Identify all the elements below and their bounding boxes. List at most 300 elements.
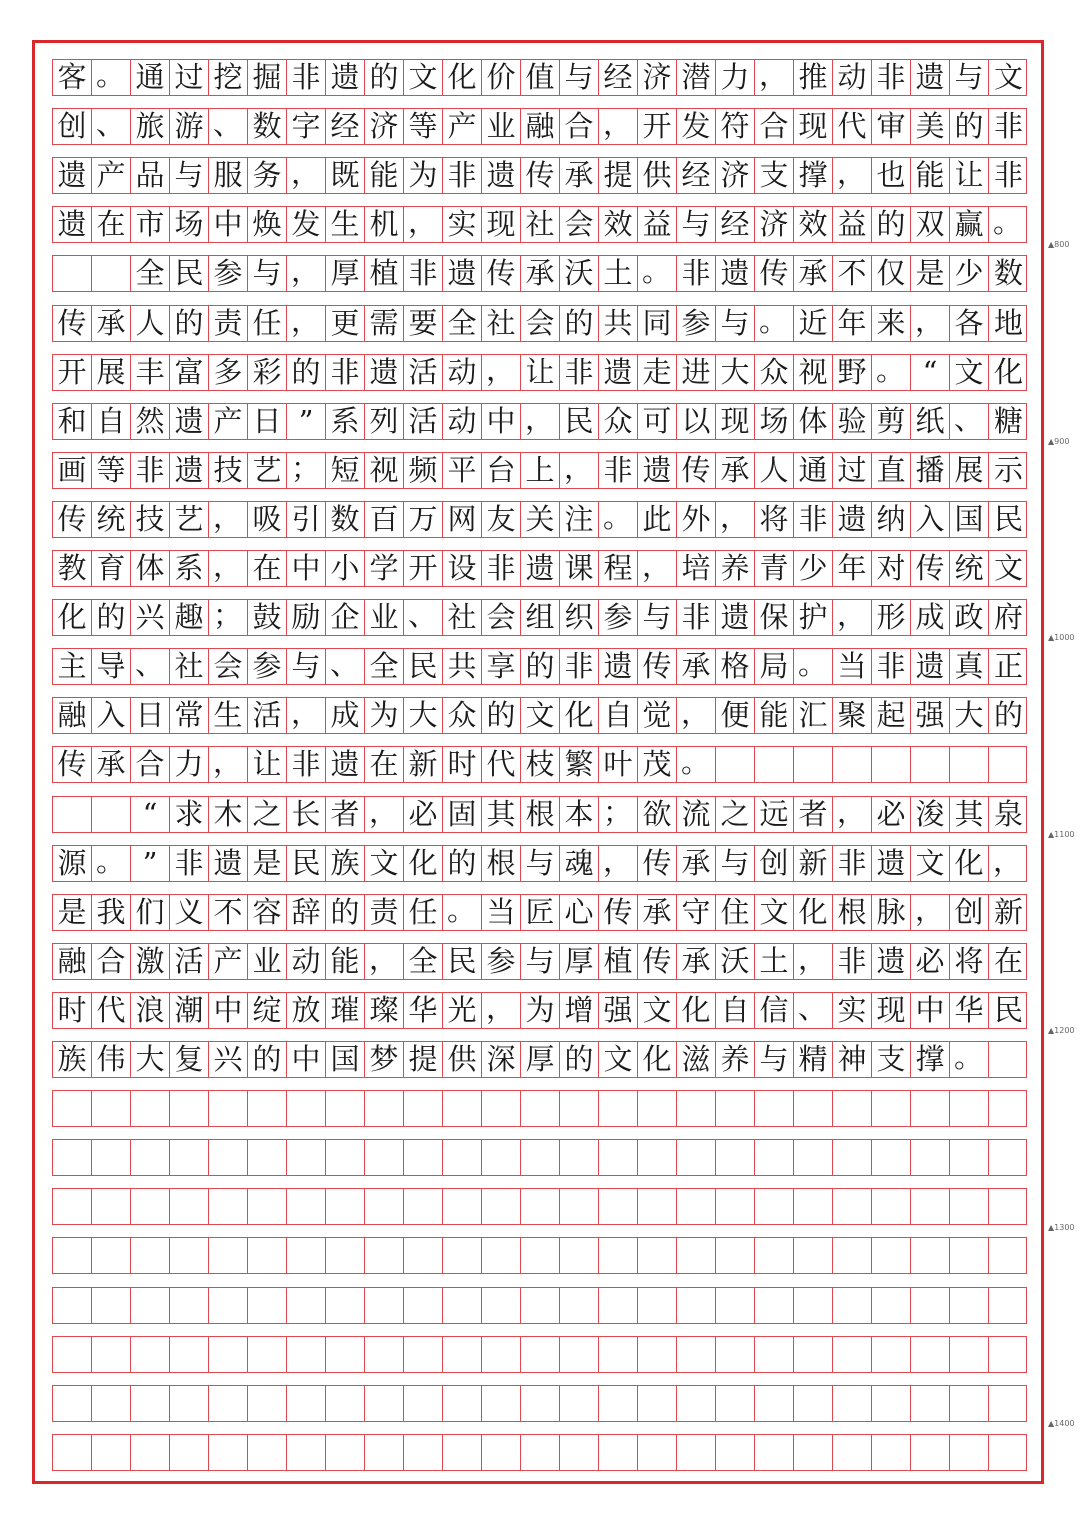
grid-cell: 木 (209, 797, 248, 832)
grid-cell: 非 (443, 158, 482, 193)
grid-cell: 厚 (326, 256, 365, 291)
grid-cell: 、 (209, 109, 248, 144)
grid-cell: 传 (53, 502, 92, 537)
grid-cell: 的 (872, 207, 911, 242)
grid-cell: 引 (287, 502, 326, 537)
grid-cell: 示 (993, 452, 1023, 487)
grid-cell (794, 747, 833, 782)
grid-cell (131, 1288, 170, 1323)
grid-cell (92, 797, 131, 832)
grid-cell (833, 1189, 872, 1224)
grid-cell: 传 (53, 306, 92, 341)
grid-cell: 数 (326, 502, 365, 537)
grid-cell: 府 (993, 600, 1023, 635)
grid-cell: 文 (404, 60, 443, 95)
grid-cell (677, 1288, 716, 1323)
grid-cell: 在 (993, 943, 1023, 978)
grid-cell: 非 (287, 747, 326, 782)
grid-cell (755, 747, 794, 782)
grid-cell: 。 (872, 355, 911, 390)
grid-cell (170, 1386, 209, 1421)
empty-row (52, 1385, 1027, 1422)
grid-cell: 非 (599, 453, 638, 488)
text-row (52, 550, 1027, 587)
grid-cell (443, 1140, 482, 1175)
grid-cell: ， (209, 502, 248, 537)
grid-cell (794, 1386, 833, 1421)
grid-cell: 非 (287, 60, 326, 95)
grid-cell (209, 1288, 248, 1323)
grid-cell (716, 1189, 755, 1224)
grid-cell (599, 1435, 638, 1470)
grid-cell: 现 (482, 207, 521, 242)
grid-cell (521, 1140, 560, 1175)
empty-row (52, 1287, 1027, 1324)
grid-cell: 。 (92, 60, 131, 95)
grid-cell: 技 (209, 453, 248, 488)
empty-row (52, 1090, 1027, 1127)
grid-cell: 统 (950, 551, 989, 586)
grid-cell: 价 (482, 60, 521, 95)
grid-cell: 流 (677, 797, 716, 832)
grid-cell: 人 (755, 453, 794, 488)
grid-cell (560, 1435, 599, 1470)
grid-cell: 然 (131, 404, 170, 439)
grid-cell: 植 (365, 256, 404, 291)
text-row (52, 157, 1027, 194)
grid-cell (131, 1091, 170, 1126)
grid-cell: 聚 (833, 698, 872, 733)
grid-cell: 。 (443, 895, 482, 930)
grid-cell: 融 (521, 109, 560, 144)
grid-cell: 化 (53, 600, 92, 635)
text-row (52, 943, 1027, 980)
grid-cell: 现 (794, 109, 833, 144)
grid-cell: 承 (677, 649, 716, 684)
grid-cell: 神 (833, 1042, 872, 1077)
grid-cell (638, 1091, 677, 1126)
grid-cell: 遗 (170, 453, 209, 488)
margin-marker: ▲1400 (1048, 1419, 1075, 1428)
text-row (52, 108, 1027, 145)
grid-cell: 发 (287, 207, 326, 242)
grid-cell: 文 (911, 846, 950, 881)
grid-cell (209, 1386, 248, 1421)
grid-cell (560, 1337, 599, 1372)
grid-cell (911, 1288, 950, 1323)
grid-cell (911, 1140, 950, 1175)
grid-cell (53, 1189, 92, 1224)
grid-cell: 会 (521, 306, 560, 341)
grid-cell (326, 1091, 365, 1126)
grid-cell: 提 (404, 1042, 443, 1077)
grid-cell: 赢 (950, 207, 989, 242)
grid-cell: 合 (560, 109, 599, 144)
grid-cell (599, 1337, 638, 1372)
grid-cell: 的 (521, 649, 560, 684)
grid-cell (209, 1189, 248, 1224)
grid-cell (287, 1140, 326, 1175)
grid-cell (677, 1435, 716, 1470)
grid-cell (638, 1189, 677, 1224)
grid-cell (209, 1435, 248, 1470)
grid-cell: 掘 (248, 60, 287, 95)
grid-cell: 供 (443, 1042, 482, 1077)
margin-marker: ▲800 (1048, 240, 1070, 249)
grid-cell: 会 (560, 207, 599, 242)
grid-cell (287, 1288, 326, 1323)
grid-cell: 活 (248, 698, 287, 733)
grid-cell: 众 (443, 698, 482, 733)
grid-cell: 者 (326, 797, 365, 832)
grid-cell: 的 (950, 109, 989, 144)
grid-cell (989, 1238, 1028, 1273)
grid-cell: 枝 (521, 747, 560, 782)
grid-cell: 之 (248, 797, 287, 832)
grid-cell (404, 1091, 443, 1126)
grid-cell: ， (755, 60, 794, 95)
grid-cell: ， (287, 698, 326, 733)
grid-cell: 与 (638, 600, 677, 635)
grid-cell: 茂 (638, 747, 677, 782)
grid-cell: 民 (170, 256, 209, 291)
grid-cell (482, 1140, 521, 1175)
grid-cell: 参 (677, 306, 716, 341)
grid-cell: 护 (794, 600, 833, 635)
grid-cell: 与 (170, 158, 209, 193)
grid-cell: 承 (794, 256, 833, 291)
grid-cell: 场 (170, 207, 209, 242)
grid-cell: 产 (209, 944, 248, 979)
grid-cell: 是 (248, 846, 287, 881)
grid-cell (911, 1435, 950, 1470)
grid-cell: 文 (993, 60, 1023, 94)
grid-cell: 传 (638, 649, 677, 684)
grid-cell: 成 (911, 600, 950, 635)
grid-cell: 网 (443, 502, 482, 537)
grid-cell: 过 (833, 453, 872, 488)
grid-cell: 大 (950, 698, 989, 733)
grid-cell: 远 (755, 797, 794, 832)
grid-cell: 必 (404, 797, 443, 832)
grid-cell: 时 (443, 747, 482, 782)
grid-cell: 局 (755, 649, 794, 684)
grid-cell (872, 1386, 911, 1421)
grid-cell: 。 (993, 205, 1023, 240)
grid-cell (950, 1189, 989, 1224)
grid-cell: 遗 (911, 60, 950, 95)
grid-cell: 济 (365, 109, 404, 144)
grid-cell: 沃 (716, 944, 755, 979)
grid-cell: 。 (92, 846, 131, 881)
grid-cell: ， (365, 797, 404, 832)
grid-cell: 文 (599, 1042, 638, 1077)
grid-cell (209, 1337, 248, 1372)
text-row (52, 452, 1027, 489)
grid-cell (638, 1386, 677, 1421)
grid-cell: 进 (677, 355, 716, 390)
grid-cell: 将 (950, 944, 989, 979)
grid-cell: 也 (872, 158, 911, 193)
grid-cell: 少 (794, 551, 833, 586)
grid-cell: 体 (794, 404, 833, 439)
grid-cell: 璨 (365, 993, 404, 1028)
grid-cell (872, 1238, 911, 1273)
grid-cell: 合 (92, 944, 131, 979)
grid-cell (53, 1288, 92, 1323)
grid-cell: 台 (482, 453, 521, 488)
grid-cell: 固 (443, 797, 482, 832)
grid-cell: 供 (638, 158, 677, 193)
grid-cell: 遗 (326, 747, 365, 782)
grid-cell: ， (404, 207, 443, 242)
grid-cell: 参 (599, 600, 638, 635)
grid-cell: 养 (716, 1042, 755, 1077)
grid-cell: 传 (53, 747, 92, 782)
margin-marker: ▲900 (1048, 436, 1070, 446)
grid-cell: 华 (950, 993, 989, 1028)
grid-cell: 文 (521, 698, 560, 733)
grid-cell (326, 1140, 365, 1175)
grid-cell: 客 (53, 60, 92, 95)
empty-row (52, 1139, 1027, 1176)
grid-cell: ， (794, 944, 833, 979)
grid-cell: 提 (599, 158, 638, 193)
grid-cell (248, 1386, 287, 1421)
grid-cell (950, 1140, 989, 1175)
grid-cell (404, 1140, 443, 1175)
grid-cell: ， (209, 551, 248, 586)
empty-row (52, 1336, 1027, 1373)
grid-cell (833, 1337, 872, 1372)
grid-cell (950, 1238, 989, 1273)
grid-cell: 族 (53, 1042, 92, 1077)
grid-cell: ， (287, 256, 326, 291)
grid-cell: 企 (326, 600, 365, 635)
grid-cell: 非 (482, 551, 521, 586)
grid-cell: 业 (248, 944, 287, 979)
grid-cell: 兴 (131, 600, 170, 635)
grid-cell: 长 (287, 797, 326, 832)
grid-cell: 开 (53, 355, 92, 390)
grid-cell: 新 (794, 846, 833, 881)
grid-cell: 在 (92, 207, 131, 242)
grid-cell (53, 797, 92, 832)
grid-cell: 遗 (833, 502, 872, 537)
grid-cell: 根 (482, 846, 521, 881)
grid-cell: 责 (209, 306, 248, 341)
grid-cell: 义 (170, 895, 209, 930)
grid-cell: 等 (404, 109, 443, 144)
grid-cell (872, 747, 911, 782)
grid-cell (248, 1189, 287, 1224)
grid-cell (53, 256, 92, 291)
grid-cell (989, 1386, 1028, 1421)
grid-cell (677, 1189, 716, 1224)
grid-cell (248, 1288, 287, 1323)
grid-cell: 百 (365, 502, 404, 537)
grid-cell: 代 (833, 109, 872, 144)
grid-cell: 深 (482, 1042, 521, 1077)
grid-cell (287, 1435, 326, 1470)
grid-cell: 厚 (521, 1042, 560, 1077)
grid-cell (521, 1189, 560, 1224)
grid-cell (92, 256, 131, 291)
grid-cell: 在 (365, 747, 404, 782)
grid-cell: 吸 (248, 502, 287, 537)
grid-cell: 与 (248, 256, 287, 291)
grid-cell: 艺 (248, 453, 287, 488)
text-row (52, 992, 1027, 1029)
grid-cell (326, 1337, 365, 1372)
grid-cell: 叶 (599, 747, 638, 782)
grid-cell (287, 1386, 326, 1421)
grid-cell: 的 (92, 600, 131, 635)
grid-cell (287, 1337, 326, 1372)
grid-cell (482, 1238, 521, 1273)
grid-cell (53, 1435, 92, 1470)
grid-cell: 植 (599, 944, 638, 979)
grid-cell: 汇 (794, 698, 833, 733)
grid-cell: 族 (326, 846, 365, 881)
grid-cell: 、 (794, 993, 833, 1028)
grid-cell (170, 1238, 209, 1273)
grid-cell: 人 (131, 306, 170, 341)
grid-cell: 的 (482, 698, 521, 733)
grid-cell: 地 (993, 305, 1023, 340)
grid-cell: 任 (248, 306, 287, 341)
grid-cell: 外 (677, 502, 716, 537)
grid-cell: 验 (833, 404, 872, 439)
grid-cell: 浪 (131, 993, 170, 1028)
grid-cell: 创 (950, 895, 989, 930)
empty-row (52, 1434, 1027, 1471)
grid-cell: 繁 (560, 747, 599, 782)
grid-cell (638, 1238, 677, 1273)
grid-cell: 泉 (993, 796, 1023, 831)
text-row (52, 648, 1027, 685)
grid-cell: 、 (404, 600, 443, 635)
grid-cell: 励 (287, 600, 326, 635)
grid-cell: 培 (677, 551, 716, 586)
grid-cell: 化 (404, 846, 443, 881)
grid-cell: 民 (993, 992, 1023, 1027)
grid-cell: 经 (599, 60, 638, 95)
grid-cell (92, 1238, 131, 1273)
grid-cell: 觉 (638, 698, 677, 733)
grid-cell (170, 1140, 209, 1175)
grid-cell: 的 (443, 846, 482, 881)
grid-cell: 成 (326, 698, 365, 733)
grid-cell: 全 (131, 256, 170, 291)
grid-cell: 民 (443, 944, 482, 979)
grid-cell (716, 1238, 755, 1273)
grid-cell: 非 (872, 60, 911, 95)
grid-cell: 推 (794, 60, 833, 95)
grid-cell: 、 (950, 404, 989, 439)
grid-cell (326, 1386, 365, 1421)
grid-cell (170, 1091, 209, 1126)
grid-cell: 效 (794, 207, 833, 242)
grid-cell: 时 (53, 993, 92, 1028)
grid-cell: 、 (131, 649, 170, 684)
grid-cell (638, 1337, 677, 1372)
grid-cell: 遗 (482, 158, 521, 193)
grid-cell: 在 (248, 551, 287, 586)
grid-cell: 年 (833, 551, 872, 586)
grid-cell (53, 1238, 92, 1273)
grid-cell: 与 (716, 846, 755, 881)
grid-cell: 。 (599, 502, 638, 537)
grid-cell: 的 (170, 306, 209, 341)
grid-cell (755, 1140, 794, 1175)
grid-cell: 活 (404, 404, 443, 439)
grid-cell: 新 (993, 894, 1023, 929)
grid-cell: 是 (911, 256, 950, 291)
grid-cell: 实 (443, 207, 482, 242)
grid-cell (92, 1288, 131, 1323)
grid-cell (170, 1337, 209, 1372)
grid-cell: 短 (326, 453, 365, 488)
grid-cell: 承 (677, 846, 716, 881)
grid-cell (677, 1386, 716, 1421)
grid-cell: 以 (677, 404, 716, 439)
grid-cell: 现 (872, 993, 911, 1028)
grid-cell: ， (482, 355, 521, 390)
grid-cell: 文 (950, 355, 989, 390)
grid-cell: 全 (365, 649, 404, 684)
grid-cell (911, 1189, 950, 1224)
grid-cell: 视 (365, 453, 404, 488)
grid-cell: 自 (92, 404, 131, 439)
grid-cell (911, 1386, 950, 1421)
grid-cell: 必 (911, 944, 950, 979)
text-row (52, 697, 1027, 734)
grid-cell: 众 (755, 355, 794, 390)
grid-cell: 民 (287, 846, 326, 881)
text-row (52, 255, 1027, 292)
grid-cell (755, 1288, 794, 1323)
grid-cell: 品 (131, 158, 170, 193)
grid-cell: 让 (521, 355, 560, 390)
grid-cell: 遗 (911, 649, 950, 684)
grid-cell: “ (911, 355, 950, 390)
grid-cell: 化 (443, 60, 482, 95)
grid-cell: 大 (716, 355, 755, 390)
grid-cell (404, 1238, 443, 1273)
grid-cell: 展 (92, 355, 131, 390)
grid-cell (404, 1386, 443, 1421)
grid-cell (443, 1238, 482, 1273)
grid-cell (560, 1189, 599, 1224)
grid-cell: 。 (755, 306, 794, 341)
grid-cell: 课 (560, 551, 599, 586)
grid-cell: 彩 (248, 355, 287, 390)
grid-cell: 全 (443, 306, 482, 341)
grid-cell: 趣 (170, 600, 209, 635)
grid-cell: 遗 (872, 944, 911, 979)
grid-cell (365, 1140, 404, 1175)
grid-cell (131, 1238, 170, 1273)
grid-cell: 会 (209, 649, 248, 684)
grid-cell: 济 (755, 207, 794, 242)
grid-cell: 非 (560, 355, 599, 390)
grid-cell: 承 (638, 895, 677, 930)
text-row (52, 403, 1027, 440)
grid-cell (326, 1288, 365, 1323)
grid-cell: 其 (482, 797, 521, 832)
grid-cell: 的 (560, 306, 599, 341)
